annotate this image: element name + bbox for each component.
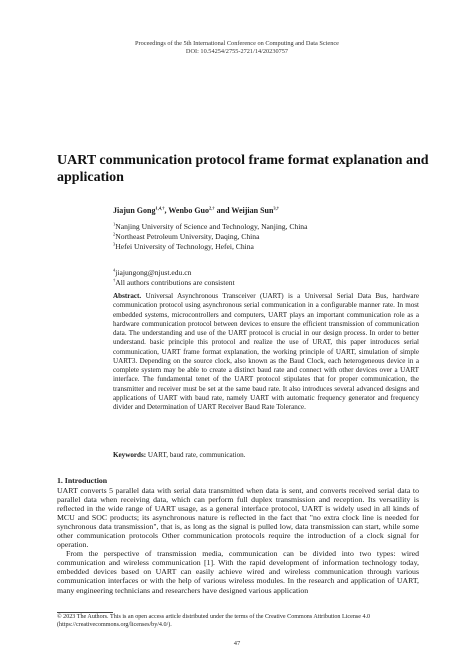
- paragraph: From the perspective of transmission media, communication can be divided into two types: wired communication and wireless communication [1]. With the rapid development of information technology today, embedded devices based on UART can easily achieve wired and wireless communication through various communication interfaces or with the help of various wireless modules. In the research and application of UART, many engineering technicians and researchers have designed various application: [57, 549, 419, 595]
- affiliation-mark: 3: [113, 241, 116, 247]
- author-name: Jiajun Gong: [113, 206, 156, 215]
- affiliation: [113, 242, 254, 252]
- contact-email: [113, 268, 191, 278]
- affiliation-text: Northeast Petroleum University, Daqing, China: [115, 232, 260, 241]
- page-number: 47: [233, 640, 241, 647]
- author-marks: 1,4,†: [155, 205, 165, 211]
- affiliation-text: Hefei University of Technology, Hefei, China: [115, 242, 254, 251]
- author-name: Weijian Sun: [231, 206, 274, 215]
- paragraph: UART converts 5 parallel data with serial data transmitted when data is sent, and converts received serial data to parallel data when receiving data, which can perform full duplex transmission and reception. Its versatility is reflected in the wide range of UART usage, as a general interface protocol, UART is widely used in all kinds of MCU and SOC products; its asynchronous nature is reflected in the fact that "no extra clock line is needed for synchronous data transmission", that is, as long as the signal is pulled low, data transmission can start, while some other communication protocols Other communication protocols require the introduction of a clock signal for operation.: [57, 486, 419, 550]
- affiliation: [113, 232, 259, 242]
- paper-title: UART communication protocol frame format explanation and application: [57, 153, 429, 185]
- note-text: All authors contributions are consistent: [115, 278, 235, 287]
- keywords-text: UART, baud rate, communication.: [147, 451, 246, 459]
- doi-header: DOI: 10.54254/2755-2721/14/20230757: [185, 48, 289, 55]
- section-heading: 1. Introduction: [57, 476, 108, 485]
- note-mark: †: [113, 277, 116, 283]
- author-separator: and: [214, 206, 232, 215]
- license-footnote: © 2023 The Authors. This is an open access article distributed under the terms of the Creative Commons Attribution License 4.0 (https://creativecommons.org/licenses/by/4.0/).: [57, 614, 371, 628]
- author-marks: 2,†: [209, 205, 215, 211]
- keywords: [113, 451, 419, 460]
- affiliation: [113, 222, 307, 232]
- author-name: Wenbo Guo: [168, 206, 210, 215]
- abstract-text: Universal Asynchronous Transceiver (UART) is a Universal Serial Data Bus, hardware communication protocol using asynchronous serial communication in a configurable manner rate. In most embedded systems, microcontrollers and computers, UART plays an important communication role as a hardware communication protocol between devices to ensure the efficient transmission of communication data. The understanding and use of the UART protocol is crucial in our design process. In order to better understand. basic principle this protocol and realize the use of URAT, this paper introduces serial communication, UART frame format explanation, the working principle of UART, simulation of simple UART3. Depending on the source clock, also known as the Baud Clock, each heterogeneous device in a complete system may be able to create a distinct baud rate and connect with other devices over a UART interface. The fundamental tenet of the UART protocol stipulates that for proper communication, the transmitter and receiver must be set at the same baud rate. It also introduces several advanced designs and applications of UART with baud rate, namely UART with automatic frequency generator and frequency divider and Determination of UART Receiver Baud Rate Tolerance.: [113, 292, 419, 411]
- footnote-rule: [57, 612, 113, 613]
- proceedings-header: Proceedings of the 5th International Conference on Computing and Data Science: [135, 40, 339, 47]
- abstract-label: Abstract.: [113, 292, 142, 300]
- affiliation-mark: 1: [113, 221, 116, 227]
- author-marks: 3,†: [273, 205, 280, 211]
- author-list: [113, 206, 279, 216]
- email-mark: 4: [113, 267, 116, 273]
- keywords-label: Keywords:: [113, 451, 147, 459]
- affiliation-text: Nanjing University of Science and Technology, Nanjing, China: [115, 222, 308, 231]
- email-text[interactable]: jiajungong@njust.edu.cn: [115, 268, 192, 277]
- section-body: [57, 486, 419, 595]
- abstract: [113, 292, 419, 412]
- contribution-note: [113, 278, 235, 288]
- author-separator: ,: [164, 206, 169, 215]
- affiliation-mark: 2: [113, 231, 116, 237]
